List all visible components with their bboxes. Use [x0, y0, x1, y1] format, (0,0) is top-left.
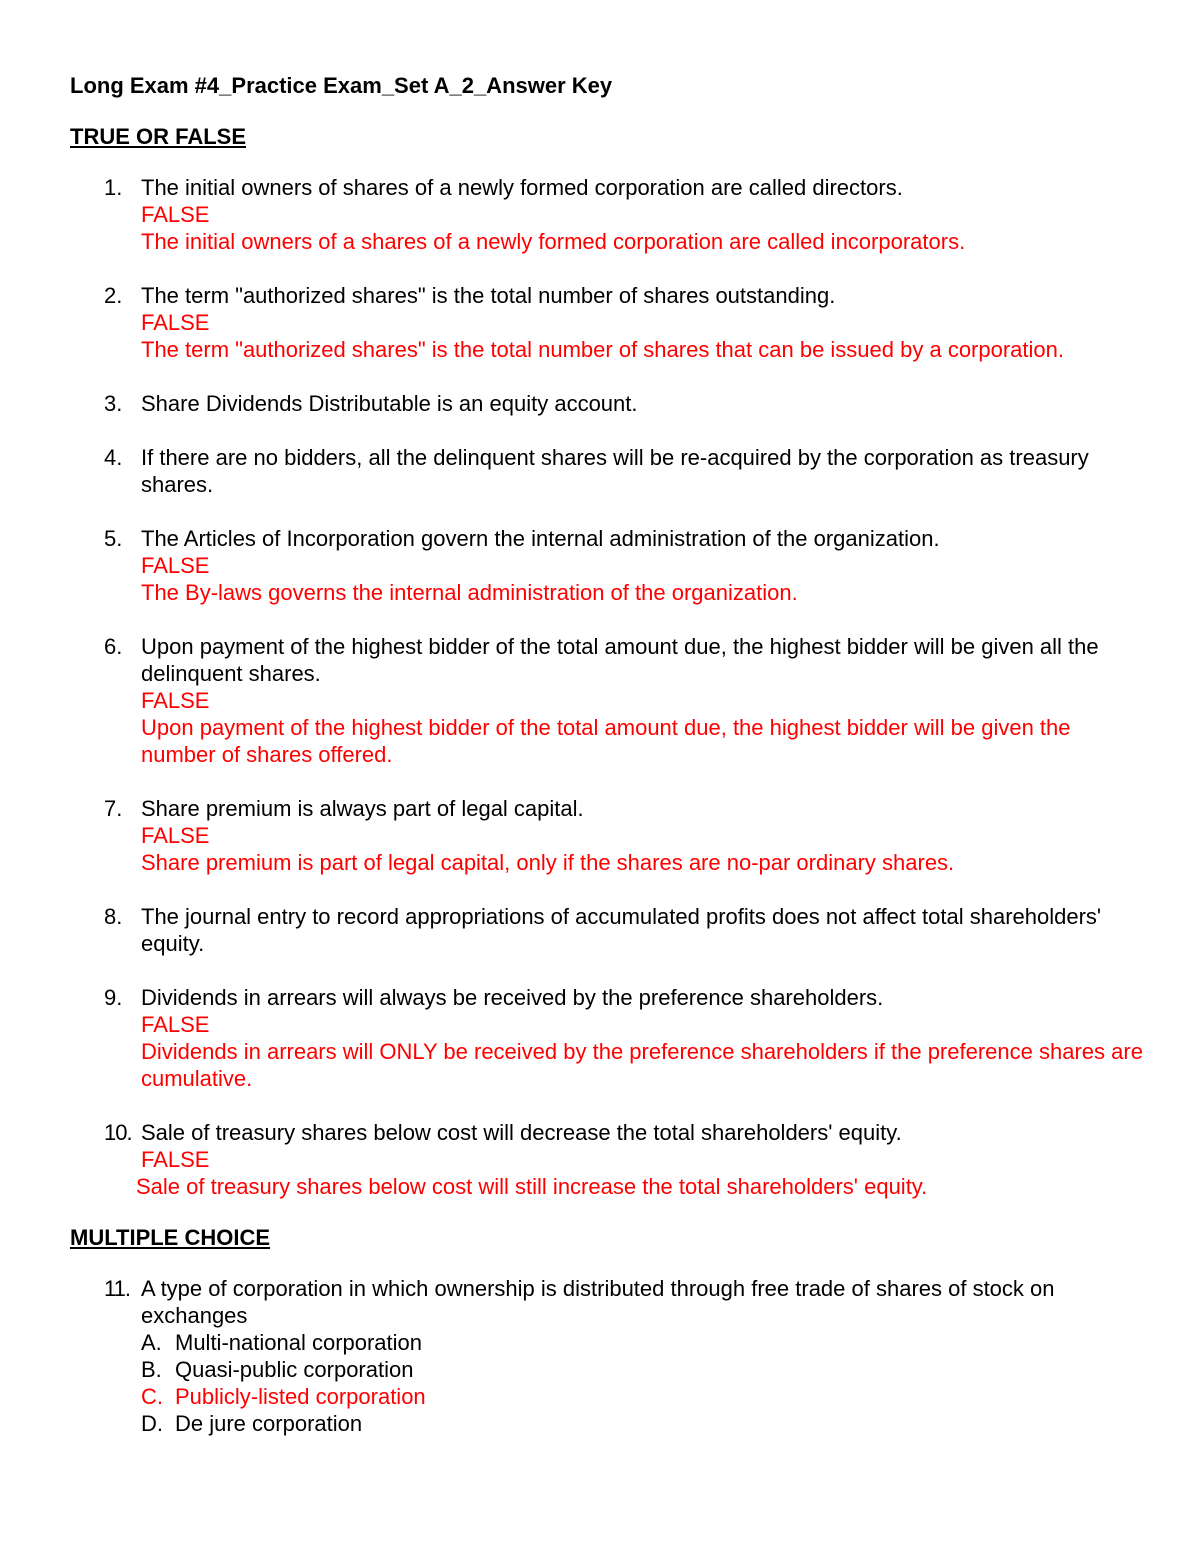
choice-letter: D. — [141, 1411, 163, 1436]
answer-label: FALSE — [141, 310, 210, 335]
question-text: The journal entry to record appropriations of accumulated profits does not affect total shareholders' equity. — [141, 904, 1102, 956]
question-7 — [70, 795, 1150, 876]
question-number: 3. — [104, 391, 123, 416]
multiple-choice-list — [70, 1275, 1150, 1437]
choice-text: Publicly-listed corporation — [175, 1384, 426, 1409]
choice-d — [141, 1410, 1150, 1437]
multiple-choice-heading: MULTIPLE CHOICE — [70, 1225, 271, 1250]
true-false-heading: TRUE OR FALSE — [70, 124, 247, 149]
question-text: Share premium is always part of legal capital. — [141, 796, 584, 821]
question-8 — [70, 903, 1150, 957]
question-text: A type of corporation in which ownership is distributed through free trade of shares of stock on exchanges — [141, 1276, 1055, 1328]
answer-label: FALSE — [141, 202, 210, 227]
choice-letter: A. — [141, 1330, 162, 1355]
choice-c-correct — [141, 1383, 1150, 1410]
choice-list — [141, 1329, 1150, 1437]
answer-explanation: Dividends in arrears will ONLY be received by the preference shareholders if the preference shares are cumulative. — [141, 1039, 1143, 1091]
question-text: The Articles of Incorporation govern the internal administration of the organization. — [141, 526, 940, 551]
document-page — [70, 72, 1150, 1437]
answer-explanation: Upon payment of the highest bidder of the total amount due, the highest bidder will be given the number of shares offered. — [141, 715, 1071, 767]
question-text: The term "authorized shares" is the total number of shares outstanding. — [141, 283, 836, 308]
choice-text: De jure corporation — [175, 1411, 363, 1436]
question-2 — [70, 282, 1150, 363]
question-text: If there are no bidders, all the delinquent shares will be re-acquired by the corporation as treasury shares. — [141, 445, 1089, 497]
answer-label: FALSE — [141, 1012, 210, 1037]
question-number: 6. — [104, 634, 123, 659]
answer-explanation: Share premium is part of legal capital, only if the shares are no-par ordinary shares. — [141, 850, 955, 875]
question-text: Upon payment of the highest bidder of the total amount due, the highest bidder will be given all the delinquent shares. — [141, 634, 1099, 686]
answer-explanation: The term "authorized shares" is the total number of shares that can be issued by a corporation. — [141, 337, 1065, 362]
question-3 — [70, 390, 1150, 417]
question-9 — [70, 984, 1150, 1092]
answer-explanation: Sale of treasury shares below cost will still increase the total shareholders' equity. — [136, 1174, 928, 1199]
answer-label: FALSE — [141, 688, 210, 713]
question-number: 7. — [104, 796, 123, 821]
question-number: 2. — [104, 283, 123, 308]
choice-text: Quasi-public corporation — [175, 1357, 414, 1382]
question-text: Sale of treasury shares below cost will decrease the total shareholders' equity. — [141, 1120, 902, 1145]
question-6 — [70, 633, 1150, 768]
choice-letter: C. — [141, 1384, 163, 1409]
question-1 — [70, 174, 1150, 255]
choice-a — [141, 1329, 1150, 1356]
choice-b — [141, 1356, 1150, 1383]
answer-label: FALSE — [141, 1147, 210, 1172]
question-10 — [70, 1119, 1150, 1200]
question-text: Dividends in arrears will always be received by the preference shareholders. — [141, 985, 884, 1010]
choice-letter: B. — [141, 1357, 162, 1382]
question-number: 9. — [104, 985, 123, 1010]
question-text: Share Dividends Distributable is an equity account. — [141, 391, 638, 416]
question-11 — [70, 1275, 1150, 1437]
question-number: 11. — [104, 1276, 130, 1301]
question-5 — [70, 525, 1150, 606]
answer-label: FALSE — [141, 553, 210, 578]
answer-explanation: The By-laws governs the internal administration of the organization. — [141, 580, 798, 605]
answer-explanation: The initial owners of a shares of a newly formed corporation are called incorporators. — [141, 229, 966, 254]
question-number: 8. — [104, 904, 123, 929]
question-number: 10. — [104, 1120, 132, 1145]
question-number: 4. — [104, 445, 123, 470]
choice-text: Multi-national corporation — [175, 1330, 423, 1355]
question-number: 1. — [104, 175, 123, 200]
true-false-list — [70, 174, 1150, 1200]
document-title: Long Exam #4_Practice Exam_Set A_2_Answer Key — [70, 73, 613, 98]
question-4 — [70, 444, 1150, 498]
question-number: 5. — [104, 526, 123, 551]
answer-label: FALSE — [141, 823, 210, 848]
question-text: The initial owners of shares of a newly formed corporation are called directors. — [141, 175, 903, 200]
